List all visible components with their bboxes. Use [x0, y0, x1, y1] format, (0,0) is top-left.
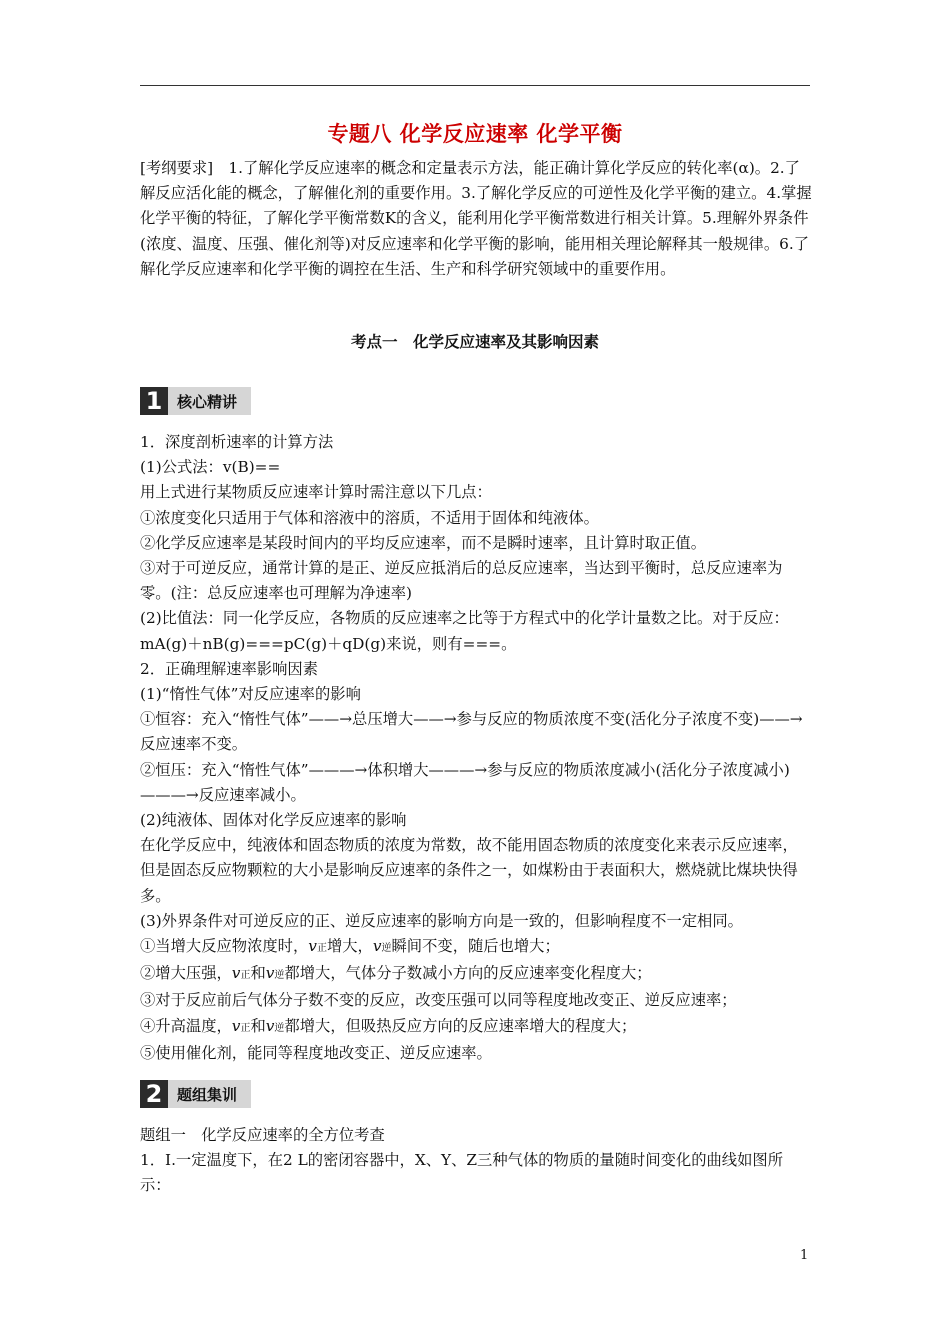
- effect-line-3: ③对于反应前后气体分子数不变的反应，改变压强可以同等程度地改变正、逆反应速率；: [140, 991, 737, 1010]
- requirements-paragraph: [考纲要求] 1.了解化学反应速率的概念和定量表示方法，能正确计算化学反应的转化率(α)。2.了解反应活化能的概念，了解催化剂的重要作用。3.了解化学反应的可逆性及化学平衡的建立。4.掌握化学平衡的特征，了解化学平衡常数K的含义，能利用化学平衡常数进行相关计算。5.理解外界条件(浓度、温度、压强、催化剂等)对反应速率和化学平衡的影响，能用相关理论解释其一般规律。6.了解化学反应速率和化学平衡的调控在生活、生产和科学研究领域中的重要作用。: [140, 159, 812, 278]
- paragraph: (1)公式法：v(B)==: [140, 458, 281, 477]
- paragraph: (1)“惰性气体”对反应速率的影响: [140, 685, 361, 704]
- paragraph: ③对于可逆反应，通常计算的是正、逆反应抵消后的总反应速率，当达到平衡时，总反应速率为零。(注：总反应速率也可理解为净速率): [140, 559, 783, 603]
- paragraph: 在化学反应中，纯液体和固态物质的浓度为常数，故不能用固态物质的浓度变化来表示反应速率，但是固态反应物颗粒的大小是影响反应速率的条件之一，如煤粉由于表面积大，燃烧就比煤块快得多。: [140, 836, 798, 905]
- exercise-content: [140, 1123, 812, 1199]
- header-rule: [140, 85, 810, 86]
- badge-label: 题组集训: [177, 1085, 238, 1104]
- paragraph: ②恒压：充入“惰性气体”———→体积增大———→参与反应的物质浓度减小(活化分子浓度减小)———→反应速率减小。: [140, 760, 790, 804]
- page-number: 1: [800, 1248, 809, 1263]
- paragraph: (2)纯液体、固体对化学反应速率的影响: [140, 811, 407, 830]
- paragraph: (2)比值法：同一化学反应，各物质的反应速率之比等于方程式中的化学计量数之比。对于反应：mA(g)＋nB(g)===pC(g)＋qD(g)来说，则有===。: [140, 609, 789, 653]
- effect-line-5: ⑤使用催化剂，能同等程度地改变正、逆反应速率。: [140, 1043, 492, 1062]
- badge-label: 核心精讲: [177, 392, 238, 411]
- effect-line-4: ④升高温度，v正和v逆都增大，但吸热反应方向的反应速率增大的程度大；: [140, 1016, 637, 1035]
- exercise-question: 1．Ⅰ.一定温度下，在2 L的密闭容器中，X、Y、Z三种气体的物质的量随时间变化的曲线如图所示：: [140, 1151, 783, 1195]
- badge-exercises: [140, 1080, 251, 1108]
- section-title: 考点一 化学反应速率及其影响因素: [350, 333, 599, 351]
- badge-number: 1: [140, 387, 168, 415]
- paragraph: ①浓度变化只适用于气体和溶液中的溶质，不适用于固体和纯液体。: [140, 508, 599, 527]
- badge-number: 2: [140, 1080, 168, 1108]
- badge-core-lecture: [140, 387, 251, 415]
- exam-requirements: [140, 156, 812, 282]
- core-content: [140, 430, 812, 1066]
- paragraph: 用上式进行某物质反应速率计算时需注意以下几点：: [140, 483, 492, 502]
- paragraph: ①恒容：充入“惰性气体”——→总压增大——→参与反应的物质浓度不变(活化分子浓度不变)——→反应速率不变。: [140, 710, 803, 754]
- page-title: 专题八 化学反应速率 化学平衡: [327, 122, 623, 146]
- paragraph: 2．正确理解速率影响因素: [140, 659, 318, 678]
- effect-line-2: ②增大压强，v正和v逆都增大，气体分子数减小方向的反应速率变化程度大；: [140, 964, 652, 983]
- paragraph: 1．深度剖析速率的计算方法: [140, 433, 334, 451]
- paragraph: (3)外界条件对可逆反应的正、逆反应速率的影响方向是一致的，但影响程度不一定相同。: [140, 911, 743, 930]
- paragraph: ②化学反应速率是某段时间内的平均反应速率，而不是瞬时速率，且计算时取正值。: [140, 533, 706, 552]
- effect-line-1: ①当增大反应物浓度时，v正增大，v逆瞬间不变，随后也增大；: [140, 937, 560, 956]
- exercise-group-title: 题组一 化学反应速率的全方位考查: [140, 1126, 385, 1144]
